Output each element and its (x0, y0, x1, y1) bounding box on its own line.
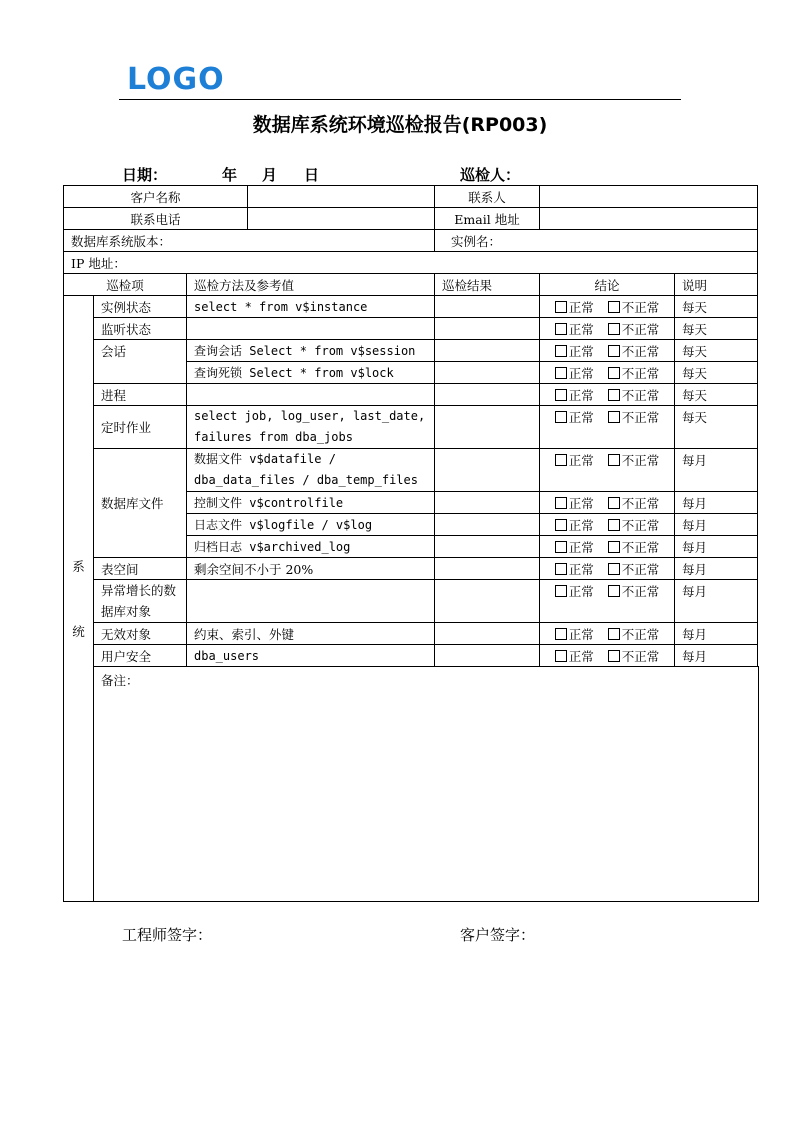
conclusion-cell (540, 362, 675, 384)
checkbox-abnormal[interactable] (608, 494, 660, 512)
checkbox-abnormal[interactable] (608, 320, 660, 338)
option-label: 不正常 (621, 648, 660, 664)
frequency-note: 每月 (675, 536, 758, 558)
method-text: select * from v$instance (187, 296, 435, 318)
option-label: 正常 (568, 387, 594, 403)
checkbox-normal[interactable] (555, 298, 594, 316)
checkbox-icon (608, 519, 620, 531)
checkbox-icon (608, 585, 620, 597)
checkbox-icon (608, 497, 620, 509)
checkbox-abnormal[interactable] (608, 560, 660, 578)
option-label: 正常 (568, 648, 594, 664)
checkbox-icon (608, 301, 620, 313)
customer-name-value[interactable] (248, 186, 435, 208)
date-label: 日期： (122, 166, 168, 184)
checkbox-normal[interactable] (555, 538, 594, 556)
conclusion-cell (540, 492, 675, 514)
checkbox-normal[interactable] (555, 494, 594, 512)
option-label: 不正常 (621, 387, 660, 403)
checkbox-icon (555, 650, 567, 662)
frequency-note: 每月 (675, 492, 758, 514)
checkbox-icon (608, 367, 620, 379)
item-label: 会话 (94, 340, 187, 384)
table-row (64, 340, 759, 362)
remarks-field[interactable]: 备注： (94, 667, 759, 902)
method-text: 控制文件 v$controlfile (187, 492, 435, 514)
method-text: 日志文件 v$logfile / v$log (187, 514, 435, 536)
frequency-note: 每月 (675, 558, 758, 580)
checkbox-icon (555, 411, 567, 423)
checkbox-icon (608, 628, 620, 640)
item-label: 定时作业 (94, 406, 187, 449)
checkbox-normal[interactable] (555, 582, 594, 600)
checkbox-icon (608, 345, 620, 357)
option-label: 不正常 (621, 495, 660, 511)
checkbox-normal[interactable] (555, 451, 594, 469)
month-label: 月 (262, 166, 278, 184)
item-label: 数据库文件 (94, 449, 187, 558)
checkbox-icon (555, 628, 567, 640)
method-text (187, 318, 435, 340)
table-row (64, 667, 759, 902)
option-label: 正常 (568, 299, 594, 315)
option-label: 不正常 (621, 410, 660, 425)
system-label-char: 统 (72, 623, 85, 639)
option-label: 不正常 (621, 299, 660, 315)
day-label: 日 (304, 166, 320, 184)
checkbox-abnormal[interactable] (608, 386, 660, 404)
checkbox-icon (608, 323, 620, 335)
option-label: 不正常 (621, 321, 660, 337)
table-row (64, 186, 759, 208)
option-label: 正常 (568, 365, 594, 381)
option-label: 不正常 (621, 343, 660, 359)
option-label: 不正常 (621, 365, 660, 381)
checkbox-icon (555, 323, 567, 335)
checkbox-abnormal[interactable] (608, 625, 660, 643)
result-cell[interactable] (435, 514, 540, 536)
checkbox-abnormal[interactable] (608, 451, 660, 469)
item-label: 监听状态 (94, 318, 187, 340)
method-text: 查询死锁 Select * from v$lock (187, 362, 435, 384)
table-row (64, 384, 759, 406)
conclusion-cell (540, 384, 675, 406)
frequency-note: 每天 (675, 318, 758, 340)
result-cell[interactable] (435, 318, 540, 340)
table-row (64, 318, 759, 340)
result-cell[interactable] (435, 645, 540, 667)
frequency-note: 每天 (675, 406, 758, 449)
result-cell[interactable] (435, 296, 540, 318)
frequency-note: 每月 (675, 623, 758, 645)
item-label: 表空间 (94, 558, 187, 580)
checkbox-icon (555, 497, 567, 509)
option-label: 正常 (568, 561, 594, 577)
checkbox-abnormal[interactable] (608, 408, 660, 426)
conclusion-cell (540, 514, 675, 536)
table-row (64, 230, 759, 252)
table-row (64, 449, 759, 492)
inspection-table (63, 185, 759, 902)
checkbox-icon (608, 563, 620, 575)
checkbox-icon (555, 519, 567, 531)
option-label: 正常 (568, 517, 594, 533)
checkbox-icon (608, 454, 620, 466)
contact-label: 联系人 (435, 186, 540, 208)
method-text: select job, log_user, last_date, failures from dba_jobs (187, 406, 435, 449)
option-label: 不正常 (621, 539, 660, 555)
frequency-note: 每月 (675, 449, 758, 492)
frequency-note: 每月 (675, 580, 758, 623)
result-cell[interactable] (435, 362, 540, 384)
email-value[interactable] (540, 208, 758, 230)
checkbox-icon (608, 411, 620, 423)
conclusion-cell (540, 645, 675, 667)
result-cell[interactable] (435, 340, 540, 362)
conclusion-cell (540, 623, 675, 645)
method-text: 约束、索引、外键 (187, 623, 435, 645)
column-header: 说明 (675, 274, 758, 296)
instance-field[interactable]: 实例名： (435, 230, 758, 252)
item-label: 进程 (94, 384, 187, 406)
checkbox-abnormal[interactable] (608, 342, 660, 360)
option-label: 正常 (568, 626, 594, 642)
column-header: 结论 (540, 274, 675, 296)
method-text (187, 580, 435, 623)
db-version-field[interactable]: 数据库系统版本： (64, 230, 435, 252)
checkbox-icon (555, 541, 567, 553)
table-header-row (64, 274, 759, 296)
engineer-signature-label: 工程师签字： (122, 926, 213, 944)
checkbox-normal[interactable] (555, 647, 594, 665)
checkbox-abnormal[interactable] (608, 538, 660, 556)
option-label: 正常 (568, 539, 594, 555)
contact-value[interactable] (540, 186, 758, 208)
header-divider (119, 99, 681, 100)
checkbox-abnormal[interactable] (608, 516, 660, 534)
checkbox-icon (555, 389, 567, 401)
option-label: 不正常 (621, 453, 660, 468)
checkbox-abnormal[interactable] (608, 298, 660, 316)
table-row (64, 558, 759, 580)
checkbox-abnormal[interactable] (608, 582, 660, 600)
checkbox-normal[interactable] (555, 408, 594, 426)
item-label: 异常增长的数据库对象 (94, 580, 187, 623)
checkbox-icon (555, 301, 567, 313)
ip-field[interactable]: IP 地址： (64, 252, 758, 274)
checkbox-icon (555, 454, 567, 466)
table-row (64, 296, 759, 318)
frequency-note: 每月 (675, 514, 758, 536)
email-label: Email 地址 (435, 208, 540, 230)
table-row (64, 208, 759, 230)
table-row (64, 645, 759, 667)
frequency-note: 每天 (675, 384, 758, 406)
customer-name-label: 客户名称 (64, 186, 248, 208)
frequency-note: 每月 (675, 645, 758, 667)
frequency-note: 每天 (675, 340, 758, 362)
column-header: 巡检项 (64, 274, 187, 296)
option-label: 正常 (568, 321, 594, 337)
option-label: 正常 (568, 584, 594, 599)
table-row (64, 406, 759, 449)
frequency-note: 每天 (675, 362, 758, 384)
checkbox-normal[interactable] (555, 625, 594, 643)
result-cell[interactable] (435, 558, 540, 580)
conclusion-cell (540, 406, 675, 449)
checkbox-icon (555, 563, 567, 575)
checkbox-normal[interactable] (555, 560, 594, 578)
result-cell[interactable] (435, 623, 540, 645)
table-row (64, 252, 759, 274)
checkbox-normal[interactable] (555, 386, 594, 404)
table-row (64, 580, 759, 623)
option-label: 正常 (568, 343, 594, 359)
conclusion-cell (540, 580, 675, 623)
checkbox-icon (555, 367, 567, 379)
result-cell[interactable] (435, 492, 540, 514)
method-text: dba_users (187, 645, 435, 667)
conclusion-cell (540, 318, 675, 340)
checkbox-abnormal[interactable] (608, 364, 660, 382)
conclusion-cell (540, 296, 675, 318)
conclusion-cell (540, 558, 675, 580)
method-text (187, 384, 435, 406)
system-category-cell (64, 296, 94, 902)
checkbox-normal[interactable] (555, 516, 594, 534)
option-label: 正常 (568, 495, 594, 511)
option-label: 正常 (568, 410, 594, 425)
option-label: 正常 (568, 453, 594, 468)
year-label: 年 (222, 166, 238, 184)
conclusion-cell (540, 536, 675, 558)
customer-signature-label: 客户签字： (460, 926, 536, 944)
system-label-char: 系 (72, 558, 85, 574)
option-label: 不正常 (621, 517, 660, 533)
checkbox-normal[interactable] (555, 342, 594, 360)
item-label: 用户安全 (94, 645, 187, 667)
frequency-note: 每天 (675, 296, 758, 318)
option-label: 不正常 (621, 584, 660, 599)
result-cell[interactable] (435, 406, 540, 449)
phone-value[interactable] (248, 208, 435, 230)
checkbox-icon (555, 585, 567, 597)
page-title: 数据库系统环境巡检报告(RP003) (252, 114, 548, 136)
checkbox-icon (608, 541, 620, 553)
method-text: 查询会话 Select * from v$session (187, 340, 435, 362)
inspector-label: 巡检人： (460, 166, 521, 184)
item-label: 实例状态 (94, 296, 187, 318)
result-cell[interactable] (435, 580, 540, 623)
company-logo: LOGO (127, 62, 225, 97)
option-label: 不正常 (621, 561, 660, 577)
checkbox-abnormal[interactable] (608, 647, 660, 665)
table-row (64, 623, 759, 645)
method-text: 归档日志 v$archived_log (187, 536, 435, 558)
result-cell[interactable] (435, 384, 540, 406)
result-cell[interactable] (435, 449, 540, 492)
conclusion-cell (540, 449, 675, 492)
conclusion-cell (540, 340, 675, 362)
checkbox-icon (608, 650, 620, 662)
phone-label: 联系电话 (64, 208, 248, 230)
checkbox-normal[interactable] (555, 364, 594, 382)
column-header: 巡检方法及参考值 (187, 274, 435, 296)
method-text: 剩余空间不小于 20% (187, 558, 435, 580)
checkbox-normal[interactable] (555, 320, 594, 338)
checkbox-icon (608, 389, 620, 401)
item-label: 无效对象 (94, 623, 187, 645)
checkbox-icon (555, 345, 567, 357)
method-text: 数据文件 v$datafile / dba_data_files / dba_temp_files (187, 449, 435, 492)
result-cell[interactable] (435, 536, 540, 558)
option-label: 不正常 (621, 626, 660, 642)
column-header: 巡检结果 (435, 274, 540, 296)
